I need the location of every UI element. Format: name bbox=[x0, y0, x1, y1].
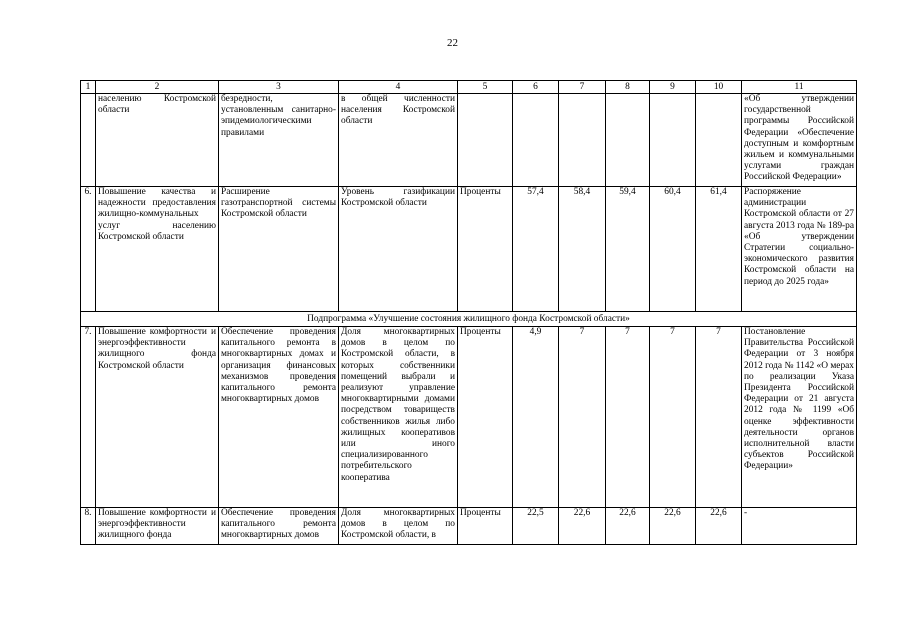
unit-cell: Проценты bbox=[458, 327, 513, 508]
goal-cell: населению Костромской области bbox=[96, 94, 219, 187]
value-cell: 22,6 bbox=[606, 508, 650, 545]
row-number: 8. bbox=[81, 508, 96, 545]
page-number: 22 bbox=[447, 37, 458, 49]
value-cell: 22,6 bbox=[650, 508, 696, 545]
value-cell: 7 bbox=[559, 327, 606, 508]
column-header: 3 bbox=[219, 81, 339, 94]
value-cell: 22,5 bbox=[513, 508, 559, 545]
goal-cell: Повышение комфортности и энергоэффективности жилищного фонда bbox=[96, 508, 219, 545]
value-cell bbox=[606, 94, 650, 187]
indicator-cell: Доля многоквартирных домов в целом по Костромской области, в bbox=[339, 508, 458, 545]
column-header: 10 bbox=[696, 81, 742, 94]
column-header: 7 bbox=[559, 81, 606, 94]
task-cell: безредности, установленным санитарно-эпидемиологическими правилами bbox=[219, 94, 339, 187]
indicator-cell: Доля многоквартирных домов в целом по Костромской области, в которых собственники помещений выбрали и реализуют управление многоквартирными домами посредством товариществ собственников жилья либо жилищных кооперативов или иного специализированного потребительского кооператива bbox=[339, 327, 458, 508]
value-cell: 7 bbox=[696, 327, 742, 508]
value-cell: 61,4 bbox=[696, 187, 742, 312]
task-cell: Обеспечение проведения капитального ремонта в многоквартирных домах и организация финансовых механизмов проведения капитального ремонта многоквартирных домов bbox=[219, 327, 339, 508]
goal-cell: Повышение качества и надежности предоставления жилищно-коммунальных услуг населению Костромской области bbox=[96, 187, 219, 312]
basis-cell: Распоряжение администрации Костромской области от 27 августа 2013 года № 189-ра «Об утверждении Стратегии социально-экономического развития Костромской области на период до 2025 года» bbox=[742, 187, 857, 312]
value-cell: 7 bbox=[650, 327, 696, 508]
table-row-7 bbox=[81, 327, 857, 508]
goal-cell: Повышение комфортности и энергоэффективности жилищного фонда Костромской области bbox=[96, 327, 219, 508]
value-cell: 22,6 bbox=[559, 508, 606, 545]
value-cell: 4,9 bbox=[513, 327, 559, 508]
value-cell: 60,4 bbox=[650, 187, 696, 312]
basis-cell: «Об утверждении государственной программы Российской Федерации «Обеспечение доступным и комфортным жильем и коммунальными услугами граждан Российской Федерации» bbox=[742, 94, 857, 187]
basis-cell: Постановление Правительства Российской Федерации от 3 ноября 2012 года № 1142 «О мерах по реализации Указа Президента Российской Федерации от 21 августа 2012 года № 1199 «Об оценке эффективности деятельности органов исполнительной власти субъектов Российской Федерации» bbox=[742, 327, 857, 508]
value-cell: 57,4 bbox=[513, 187, 559, 312]
value-cell bbox=[559, 94, 606, 187]
column-header: 6 bbox=[513, 81, 559, 94]
unit-cell: Проценты bbox=[458, 508, 513, 545]
table-row-6 bbox=[81, 187, 857, 312]
value-cell bbox=[650, 94, 696, 187]
column-header: 2 bbox=[96, 81, 219, 94]
column-header: 11 bbox=[742, 81, 857, 94]
unit-cell bbox=[458, 94, 513, 187]
indicator-cell: в общей численности населения Костромской области bbox=[339, 94, 458, 187]
column-header: 1 bbox=[81, 81, 96, 94]
value-cell: 59,4 bbox=[606, 187, 650, 312]
column-header: 9 bbox=[650, 81, 696, 94]
value-cell bbox=[696, 94, 742, 187]
indicator-cell: Уровень газификации Костромской области bbox=[339, 187, 458, 312]
column-header: 5 bbox=[458, 81, 513, 94]
table-row-continued bbox=[81, 94, 857, 187]
indicators-table bbox=[80, 80, 857, 545]
unit-cell: Проценты bbox=[458, 187, 513, 312]
subprogram-title: Подпрограмма «Улучшение состояния жилищного фонда Костромской области» bbox=[81, 312, 857, 327]
row-number bbox=[81, 94, 96, 187]
task-cell: Расширение газотранспортной системы Костромской области bbox=[219, 187, 339, 312]
value-cell: 58,4 bbox=[559, 187, 606, 312]
subprogram-row bbox=[81, 312, 857, 327]
value-cell: 7 bbox=[606, 327, 650, 508]
column-number-row bbox=[81, 81, 857, 94]
column-header: 8 bbox=[606, 81, 650, 94]
basis-cell: - bbox=[742, 508, 857, 545]
row-number: 7. bbox=[81, 327, 96, 508]
column-header: 4 bbox=[339, 81, 458, 94]
value-cell bbox=[513, 94, 559, 187]
table-row-8 bbox=[81, 508, 857, 545]
row-number: 6. bbox=[81, 187, 96, 312]
value-cell: 22,6 bbox=[696, 508, 742, 545]
task-cell: Обеспечение проведения капитального ремонта многоквартирных домов bbox=[219, 508, 339, 545]
